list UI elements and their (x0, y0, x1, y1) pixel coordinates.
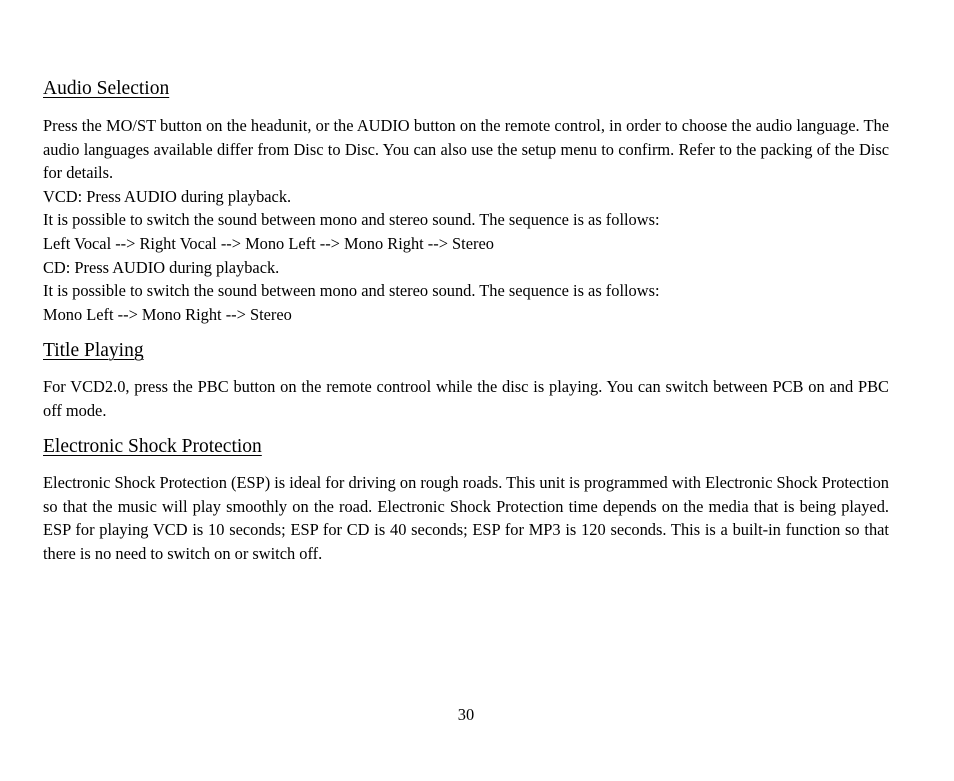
esp-heading: Electronic Shock Protection (43, 436, 262, 457)
vcd-sequence: Left Vocal --> Right Vocal --> Mono Left --> Mono Right --> Stereo (43, 233, 494, 253)
cd-sequence: Mono Left --> Mono Right --> Stereo (43, 304, 292, 324)
audio-selection-section (43, 114, 889, 326)
title-playing-body: For VCD2.0, press the PBC button on the remote controol while the disc is playing. You can switch between PCB on and PBC off mode. (43, 377, 889, 420)
page-number: 30 (457, 705, 475, 724)
title-playing-heading: Title Playing (43, 340, 144, 361)
esp-body: Electronic Shock Protection (ESP) is ideal for driving on rough roads. This unit is programmed with Electronic Shock Protection so that the music will play smoothly on the road. Electronic Shock Protection time depends on the media that is being played. ESP for playing VCD is 10 seconds; ESP for CD is 40 seconds; ESP for MP3 is 120 seconds. This is a built-in function so that there is no need to switch on or switch off. (43, 473, 889, 563)
audio-selection-heading: Audio Selection (43, 78, 170, 99)
vcd-sound-note: It is possible to switch the sound between mono and stereo sound. The sequence is as follows: (43, 210, 660, 230)
cd-sound-note: It is possible to switch the sound between mono and stereo sound. The sequence is as follows: (43, 281, 660, 301)
esp-section (43, 471, 889, 565)
title-playing-section (43, 375, 889, 422)
vcd-instruction: VCD: Press AUDIO during playback. (43, 186, 292, 206)
cd-instruction: CD: Press AUDIO during playback. (43, 257, 280, 277)
manual-page (43, 0, 889, 781)
audio-selection-intro: Press the MO/ST button on the headunit, or the AUDIO button on the remote control, in order to choose the audio language. The audio languages available differ from Disc to Disc. You can also use the setup menu to confirm. Refer to the packing of the Disc for details. (43, 116, 889, 183)
